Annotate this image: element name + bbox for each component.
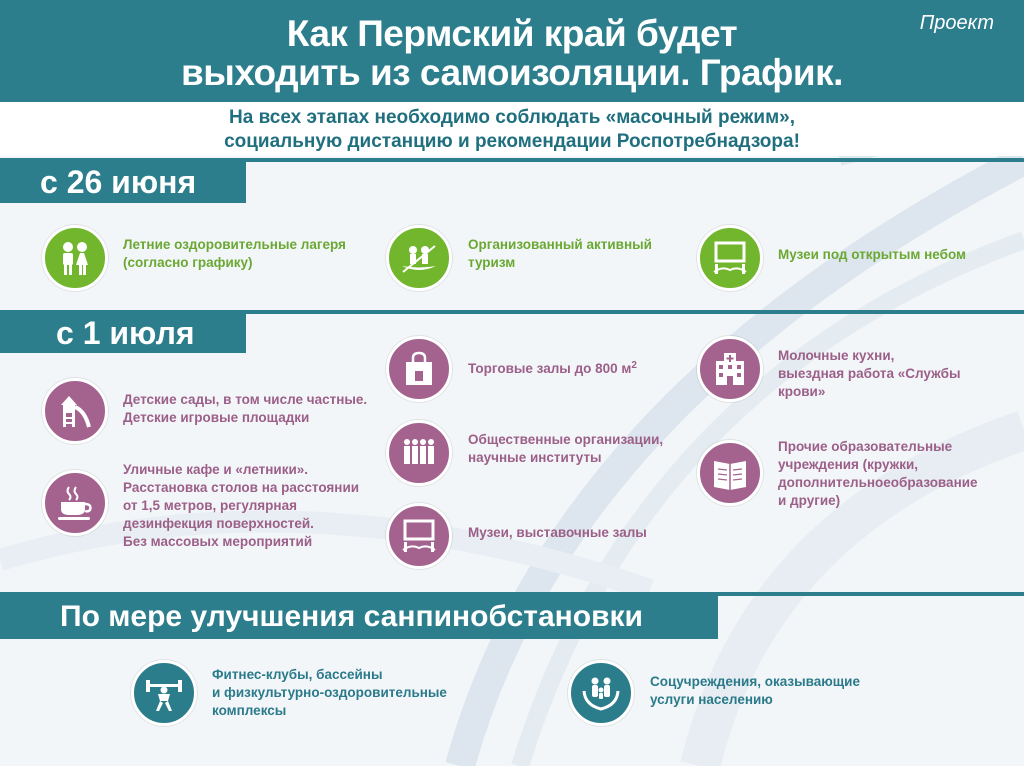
project-label: Проект bbox=[919, 12, 994, 34]
item-text: Музеи под открытым небом bbox=[778, 247, 967, 262]
shopping-bag-icon bbox=[386, 336, 452, 402]
item-text: услуги населению bbox=[650, 692, 773, 707]
title-line-2: выходить из самоизоляции. График. bbox=[181, 52, 843, 93]
july1-item-cafes bbox=[123, 461, 359, 551]
item-text: учреждения (кружки, bbox=[778, 457, 919, 472]
june26-item-3 bbox=[778, 246, 966, 264]
people-group-icon bbox=[386, 420, 452, 486]
page-title bbox=[0, 14, 1024, 92]
family-care-icon bbox=[568, 660, 634, 726]
fitness-icon bbox=[131, 660, 197, 726]
june26-item-2 bbox=[468, 236, 652, 272]
july1-item-kindergartens bbox=[123, 391, 367, 427]
children-icon bbox=[42, 225, 108, 291]
item-text: выездная работа «Службы bbox=[778, 366, 961, 381]
subtitle bbox=[0, 106, 1024, 154]
later-item-social bbox=[650, 673, 860, 709]
section-label-july1: с 1 июля bbox=[0, 313, 246, 353]
book-icon bbox=[697, 440, 763, 506]
item-text: Детские сады, в том числе частные. bbox=[123, 392, 368, 407]
hospital-icon bbox=[697, 336, 763, 402]
item-text: и физкультурно-оздоровительные bbox=[212, 685, 447, 700]
outdoor-museum-icon bbox=[697, 225, 763, 291]
item-text: Соцучреждения, оказывающие bbox=[650, 674, 860, 689]
section-label-later: По мере улучшения санпинобстановки bbox=[0, 595, 718, 639]
item-text: Летние оздоровительные лагеря bbox=[123, 237, 346, 252]
item-text: Расстановка столов на расстоянии bbox=[123, 480, 360, 495]
july1-item-museums bbox=[468, 524, 647, 542]
section-label-june26: с 26 июня bbox=[0, 161, 246, 203]
playground-icon bbox=[42, 378, 108, 444]
item-text: комплексы bbox=[212, 703, 287, 718]
museum-icon bbox=[386, 503, 452, 569]
item-text: крови» bbox=[778, 384, 826, 399]
item-text: Фитнес-клубы, бассейны bbox=[212, 667, 383, 682]
item-text: дополнительноеобразование bbox=[778, 475, 978, 490]
item-text: Торговые залы до 800 м bbox=[468, 361, 632, 376]
item-text: Без массовых мероприятий bbox=[123, 534, 313, 549]
item-text: Общественные организации, bbox=[468, 432, 664, 447]
item-text: туризм bbox=[468, 255, 516, 270]
title-line-1: Как Пермский край будет bbox=[286, 13, 738, 54]
superscript: 2 bbox=[631, 360, 637, 371]
item-text: Организованный активный bbox=[468, 237, 652, 252]
july1-item-dairy-kitchens bbox=[778, 347, 961, 401]
item-text: (согласно графику) bbox=[123, 255, 253, 270]
july1-item-retail bbox=[468, 360, 637, 378]
item-text: от 1,5 метров, регулярная bbox=[123, 498, 297, 513]
coffee-cup-icon bbox=[42, 470, 108, 536]
subtitle-line-2: социальную дистанцию и рекомендации Роспотребнадзора! bbox=[224, 131, 800, 152]
item-text: дезинфекция поверхностей. bbox=[123, 516, 314, 531]
july1-item-education bbox=[778, 438, 978, 510]
item-text: научные институты bbox=[468, 450, 602, 465]
item-text: Музеи, выставочные залы bbox=[468, 525, 647, 540]
july1-item-organizations bbox=[468, 431, 663, 467]
june26-item-1 bbox=[123, 236, 346, 272]
item-text: Прочие образовательные bbox=[778, 439, 953, 454]
kayak-icon bbox=[386, 225, 452, 291]
item-text: Молочные кухни, bbox=[778, 348, 895, 363]
later-item-fitness bbox=[212, 666, 447, 720]
subtitle-line-1: На всех этапах необходимо соблюдать «масочный режим», bbox=[229, 107, 795, 128]
item-text: Уличные кафе и «летники». bbox=[123, 462, 309, 477]
item-text: и другие) bbox=[778, 493, 841, 508]
item-text: Детские игровые площадки bbox=[123, 410, 310, 425]
